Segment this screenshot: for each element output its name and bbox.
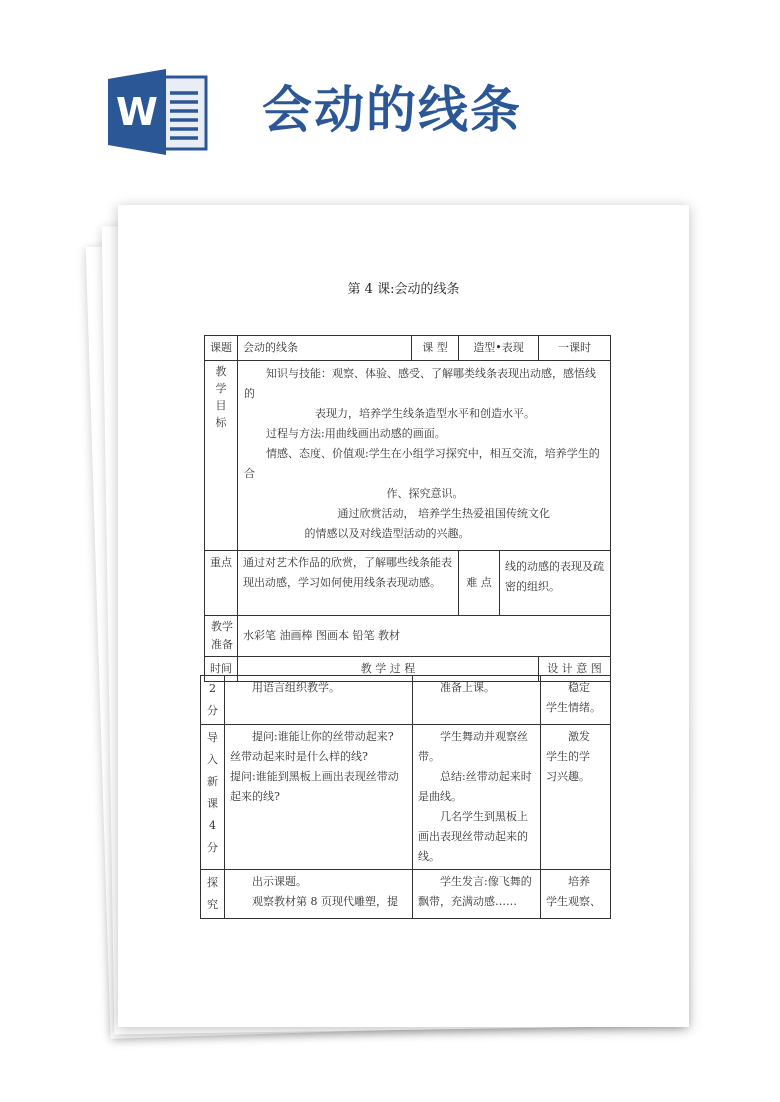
design-intent: 学生观察、: [546, 895, 601, 908]
time-cell: 导入新课4分: [207, 731, 218, 854]
table-row: [205, 551, 611, 616]
student-activity: 带。: [418, 750, 440, 763]
page-title: 会动的线条: [262, 81, 522, 139]
lesson-plan-table: [204, 335, 611, 682]
teacher-activity: 丝带动起来时是什么样的线?: [230, 750, 368, 763]
design-intent: 习兴趣。: [546, 770, 590, 783]
student-activity: 准备上课。: [440, 681, 495, 694]
key-points-value: 通过对艺术作品的欣赏，了解哪些线条能表现出动感，学习如何使用线条表现动感。: [238, 551, 459, 616]
teaching-process-table: [200, 675, 611, 919]
document-heading: 第 4 课:会动的线条: [347, 282, 460, 297]
design-intent: 稳定: [568, 681, 590, 694]
student-activity: 画出表现丝带动起来的: [418, 830, 528, 843]
subject-value: 会动的线条: [238, 336, 412, 361]
time-header: 时间: [205, 657, 238, 682]
key-points-label: 重点: [205, 551, 238, 616]
objectives-line: 过程与方法:用曲线画出动感的画面。: [266, 427, 446, 440]
design-intent: 学生的学: [546, 750, 590, 763]
teacher-activity: 观察教材第 8 页现代雕塑，提: [252, 895, 398, 908]
objectives-line: 情感、态度、价值观:学生在小组学习探究中，相互交流，培养学生的合: [244, 447, 600, 480]
student-activity: 学生舞动并观察丝: [440, 730, 528, 743]
student-activity: 是曲线。: [418, 790, 462, 803]
difficulty-value: 线的动感的表现及疏密的组织。: [505, 560, 604, 593]
objectives-line: 表现力，培养学生线条造型水平和创造水平。: [315, 407, 535, 420]
student-activity: 总结:丝带动起来时: [440, 770, 532, 783]
prep-value: 水彩笔 油画棒 图画本 铅笔 教材: [238, 616, 611, 657]
prep-label: 教学准备: [211, 620, 233, 651]
teacher-activity: 起来的线?: [230, 790, 280, 803]
table-row: [205, 336, 611, 361]
table-row: [201, 870, 611, 919]
table-row: [201, 676, 611, 725]
table-row: [205, 616, 611, 657]
teacher-activity: 用语言组织教学。: [252, 681, 340, 694]
hours-value: 一课时: [539, 336, 611, 361]
document-page: [118, 205, 689, 1027]
student-activity: 飘带，充满动感……: [418, 895, 517, 908]
time-cell: 2分: [207, 682, 218, 717]
teacher-activity: 提问:谁能让你的丝带动起来?: [252, 730, 394, 743]
design-intent: 学生情绪。: [546, 701, 601, 714]
design-intent: 激发: [568, 730, 590, 743]
type-value: 造型•表现: [459, 336, 539, 361]
design-intent: 培养: [568, 875, 590, 888]
student-activity: 学生发言:像飞舞的: [440, 875, 532, 888]
objectives-line: 的情感以及对线造型活动的兴趣。: [304, 527, 470, 540]
objectives-line: 通过欣赏活动， 培养学生热爱祖国传统文化: [337, 507, 550, 520]
word-doc-icon: [108, 69, 208, 155]
design-header: 设 计 意 图: [539, 657, 611, 682]
time-cell: 探究: [207, 876, 218, 911]
student-activity: 几名学生到黑板上: [440, 810, 528, 823]
process-header: 教 学 过 程: [238, 657, 539, 682]
student-activity: 线。: [418, 850, 440, 863]
type-label: 课 型: [412, 336, 459, 361]
objectives-label: 教学目标: [215, 365, 227, 429]
teacher-activity: 出示课题。: [252, 875, 307, 888]
subject-label: 课题: [205, 336, 238, 361]
table-row: [205, 361, 611, 551]
table-row: [201, 725, 611, 870]
objectives-line: 作、探究意识。: [386, 487, 464, 500]
difficulty-label: 难 点: [459, 551, 500, 615]
svg-text:W: W: [116, 90, 158, 134]
objectives-line: 知识与技能：观察、体验、感受、了解哪类线条表现出动感，感悟线的: [244, 367, 596, 400]
teacher-activity: 提问:谁能到黑板上画出表现丝带动: [230, 770, 399, 783]
